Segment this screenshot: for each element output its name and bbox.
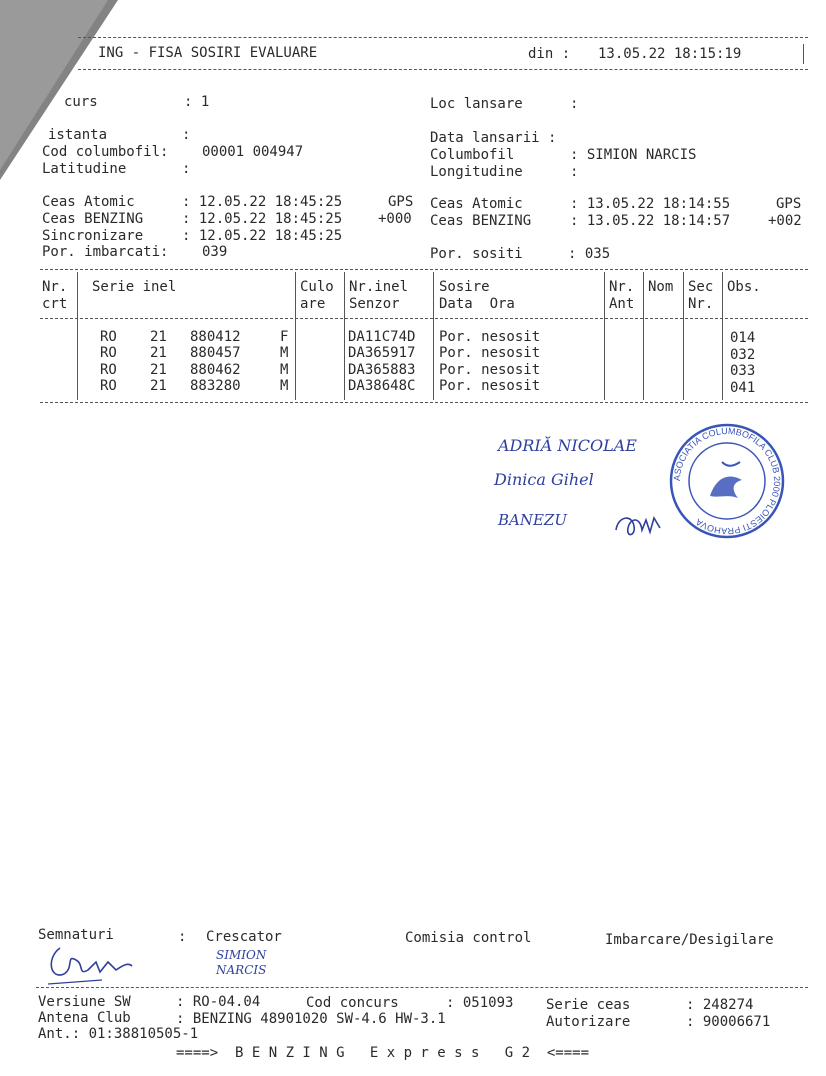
- col-divider: [643, 272, 644, 400]
- header-nom: Nom: [648, 279, 674, 295]
- date-value: 13.05.22 18:15:19: [598, 46, 742, 62]
- ceas-atomic-label: Ceas Atomic: [42, 194, 135, 210]
- row-sensor: DA38648C: [348, 378, 416, 394]
- header-data-ora: Data Ora: [439, 296, 515, 312]
- autorizare-label: Autorizare: [546, 1014, 631, 1030]
- row-country: RO: [100, 378, 117, 394]
- row-obs: 032: [730, 347, 756, 363]
- col-divider: [683, 272, 684, 400]
- distanta-label: istanta: [48, 127, 108, 143]
- header-senzor: Senzor: [349, 296, 400, 312]
- header-nr-ant: Nr.: [609, 279, 635, 295]
- columbofil-value: : SIMION NARCIS: [570, 147, 697, 163]
- row-country: RO: [100, 362, 117, 378]
- ceas-atomic-sosire-value: : 13.05.22 18:14:55: [570, 196, 731, 212]
- ceas-atomic-sosire-label: Ceas Atomic: [430, 196, 523, 212]
- cod-columbofil-label: Cod columbofil:: [42, 144, 169, 160]
- semnaturi-sep: :: [178, 929, 187, 945]
- crescator-signature-icon: [42, 940, 134, 988]
- porumbei-sositi-label: Por. sositi: [430, 246, 523, 262]
- antena-serial: Ant.: 01:38810505-1: [38, 1026, 199, 1042]
- header-culoare-1: Culo: [300, 279, 334, 295]
- row-ring: 883280: [190, 378, 241, 394]
- latitudine-label: Latitudine: [42, 161, 127, 177]
- comisia-control-label: Comisia control: [405, 930, 532, 946]
- cod-columbofil-value: 00001 004947: [202, 144, 304, 160]
- row-ring: 880462: [190, 362, 241, 378]
- antena-club-value: : BENZING 48901020 SW-4.6 HW-3.1: [176, 1011, 446, 1027]
- header-serie-inel: Serie inel: [92, 279, 177, 295]
- row-year: 21: [150, 378, 167, 394]
- ceas-benzing-sosire-value: : 13.05.22 18:14:57: [570, 213, 731, 229]
- date-label: din :: [528, 46, 571, 62]
- longitudine-value: :: [570, 164, 579, 180]
- row-sex: M: [280, 362, 289, 378]
- porumbei-imbarcati-value: 039: [202, 244, 228, 260]
- col-divider: [604, 272, 605, 400]
- col-divider: [433, 272, 434, 400]
- footer-rule: [36, 987, 808, 988]
- header-obs: Obs.: [727, 279, 761, 295]
- header-bottom-rule: [78, 69, 808, 70]
- handwritten-signature-icon: [612, 508, 666, 542]
- stamp-text: ASOCIATIA COLUMBOFILA CLUB 2000 PLOIESTI PRAHOVA: [671, 425, 783, 537]
- page-title: ING - FISA SOSIRI EVALUARE: [98, 45, 318, 61]
- brand-line: ====> B E N Z I N G E x p r e s s G 2 <====: [176, 1045, 590, 1061]
- crescator-handwritten-name: SIMION NARCIS: [216, 948, 267, 977]
- ceas-benzing-label: Ceas BENZING: [42, 211, 144, 227]
- header-right-border: [803, 44, 804, 64]
- handwritten-name-3: BANEZU: [498, 511, 567, 529]
- row-ring: 880412: [190, 329, 241, 345]
- row-ring: 880457: [190, 345, 241, 361]
- serie-ceas-value: : 248274: [686, 997, 754, 1013]
- row-sex: M: [280, 378, 289, 394]
- row-arrival: Por. nesosit: [439, 362, 541, 378]
- col-divider: [77, 272, 78, 400]
- loc-lansare-value: :: [570, 96, 579, 112]
- porumbei-sositi-value: : 035: [568, 246, 611, 262]
- row-arrival: Por. nesosit: [439, 378, 541, 394]
- header-crt: crt: [42, 296, 68, 312]
- ceas-benzing-suffix: +000: [378, 211, 412, 227]
- handwritten-name-1: ADRIĂ NICOLAE: [498, 436, 637, 455]
- row-year: 21: [150, 362, 167, 378]
- row-sensor: DA365883: [348, 362, 416, 378]
- sincronizare-label: Sincronizare: [42, 228, 144, 244]
- header-ant: Ant: [609, 296, 635, 312]
- col-divider: [344, 272, 345, 400]
- handwritten-name-2: Dinica Gihel: [494, 470, 594, 489]
- table-header-rule: [40, 318, 808, 319]
- autorizare-value: : 90006671: [686, 1014, 771, 1030]
- header-sosire: Sosire: [439, 279, 490, 295]
- club-stamp-icon: [668, 422, 786, 540]
- row-arrival: Por. nesosit: [439, 345, 541, 361]
- ceas-benzing-sosire-label: Ceas BENZING: [430, 213, 532, 229]
- row-year: 21: [150, 345, 167, 361]
- concurs-label: curs: [64, 94, 98, 110]
- header-sec-nr: Nr.: [688, 296, 714, 312]
- row-arrival: Por. nesosit: [439, 329, 541, 345]
- col-divider: [722, 272, 723, 400]
- row-sensor: DA11C74D: [348, 329, 416, 345]
- cod-concurs-value: : 051093: [446, 995, 514, 1011]
- row-sensor: DA365917: [348, 345, 416, 361]
- row-sex: M: [280, 345, 289, 361]
- row-country: RO: [100, 329, 117, 345]
- row-country: RO: [100, 345, 117, 361]
- row-obs: 033: [730, 363, 756, 379]
- concurs-value: : 1: [184, 94, 210, 110]
- loc-lansare-label: Loc lansare: [430, 96, 523, 112]
- cod-concurs-label: Cod concurs: [306, 995, 399, 1011]
- latitudine-value: :: [182, 161, 191, 177]
- row-sex: F: [280, 329, 289, 345]
- header-nr-inel: Nr.inel: [349, 279, 409, 295]
- header-culoare-2: are: [300, 296, 326, 312]
- ceas-atomic-value: : 12.05.22 18:45:25: [182, 194, 343, 210]
- ceas-atomic-sosire-suffix: GPS: [776, 196, 802, 212]
- longitudine-label: Longitudine: [430, 164, 523, 180]
- header-top-rule: [78, 37, 808, 38]
- versiune-sw-label: Versiune SW: [38, 994, 131, 1010]
- data-lansarii-label: Data lansarii :: [430, 130, 557, 146]
- sincronizare-value: : 12.05.22 18:45:25: [182, 228, 343, 244]
- versiune-sw-value: : RO-04.04: [176, 994, 261, 1010]
- row-obs: 014: [730, 330, 756, 346]
- header-nr: Nr.: [42, 279, 68, 295]
- columbofil-label: Columbofil: [430, 147, 515, 163]
- crescator-label: Crescator: [206, 929, 282, 945]
- serie-ceas-label: Serie ceas: [546, 997, 631, 1013]
- ceas-atomic-suffix: GPS: [388, 194, 414, 210]
- header-sec: Sec: [688, 279, 714, 295]
- antena-club-label: Antena Club: [38, 1010, 131, 1026]
- distanta-value: :: [182, 127, 191, 143]
- table-top-rule: [40, 269, 808, 270]
- ceas-benzing-sosire-suffix: +002: [768, 213, 802, 229]
- imbarcare-desigilare-label: Imbarcare/Desigilare: [605, 932, 774, 948]
- table-bottom-rule: [40, 402, 808, 403]
- porumbei-imbarcati-label: Por. imbarcati:: [42, 244, 169, 260]
- row-obs: 041: [730, 380, 756, 396]
- col-divider: [295, 272, 296, 400]
- ceas-benzing-value: : 12.05.22 18:45:25: [182, 211, 343, 227]
- row-year: 21: [150, 329, 167, 345]
- semnaturi-label: Semnaturi: [38, 927, 114, 943]
